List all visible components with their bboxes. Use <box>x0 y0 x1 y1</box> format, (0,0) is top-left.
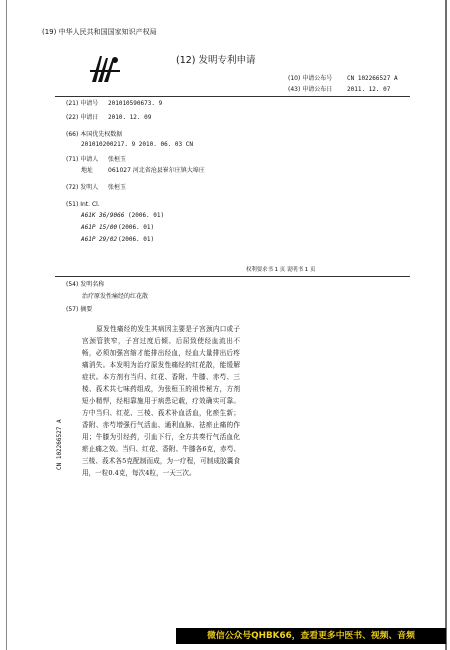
application-date-label: (22) 申请日 <box>66 114 99 121</box>
abstract-text <box>82 323 240 479</box>
ipc-code: A61K 36/9066 <box>81 212 125 219</box>
header-rule <box>55 96 410 97</box>
page-left-edge <box>6 0 7 650</box>
side-publication-code: CN 102266527 A <box>56 419 63 470</box>
publication-number: CN 102266527 A <box>347 75 398 82</box>
priority-data: 201010200217. 9 2010. 06. 03 CN <box>81 141 193 148</box>
applicant-name: 张桓玉 <box>108 156 127 163</box>
ipc-version: (2006. 01) <box>128 212 165 219</box>
publication-number-label: (10) 申请公布号 <box>288 75 333 82</box>
inventor-label: (72) 发明人 <box>66 184 99 191</box>
ipc-code: A61P 29/02 <box>81 236 118 243</box>
ipc-version: (2006. 01) <box>118 236 155 243</box>
ipc-label: (51) Int. Cl. <box>66 201 100 208</box>
issuing-office: (19) 中华人民共和国国家知识产权局 <box>42 28 157 36</box>
address-label: 地址 <box>81 167 94 174</box>
invention-title: 治疗原发性痛经的红花散 <box>82 293 149 300</box>
priority-label: (66) 本国优先权数据 <box>66 131 123 138</box>
application-date: 2010. 12. 09 <box>108 114 152 121</box>
ipc-code: A61P 15/00 <box>81 224 118 231</box>
publication-date-label: (43) 申请公布日 <box>288 86 333 93</box>
footer-banner: 微信公众号QHBK66，查看更多中医书、视频、音频 <box>176 628 446 644</box>
publication-date: 2011. 12. 07 <box>347 86 391 93</box>
abstract-body: 原发性痛经的发生其病因主要是子宫颈内口或子宫颈管狭窄，子宫过度后倾、后屈致使经血流出不畅，必须加强宫缩才能排出经血，经血大量排出后疼痛消失。本发明为治疗原发性痛经的红花散，能缓解症状。本方剂有当归、红花、香附、牛膝、赤芍、三棱、莪术共七味药组成，为张桓玉的祖传秘方，方剂短小精悍，经相靠施用于病患记载，疗效确实可靠。方中当归、红花、三棱、莪术补血活血，化瘀生新；香附、赤芍增强行气活血、通利血脉、祛瘀止痛的作用；牛膝为引经药，引血下行，全方共奏行气活血化瘀止痛之效。当归、红花、香附、牛膝各6克，赤芍、三棱、莪术各5克配制而成，为一疗程，可制成胶囊食用，一粒0.4克，每次4粒，一天三次。 <box>82 325 240 477</box>
office-logo-icon <box>88 52 122 86</box>
inventor-name: 张桓玉 <box>108 184 127 191</box>
pages-note: 权利要求书 1 页 说明书 1 页 <box>246 267 316 273</box>
title-label: (54) 发明名称 <box>66 281 105 288</box>
document-type: (12) 发明专利申请 <box>176 55 256 66</box>
page-right-edge <box>445 0 447 650</box>
application-number-label: (21) 申请号 <box>66 100 99 107</box>
ipc-version: (2006. 01) <box>118 224 155 231</box>
abstract-label: (57) 摘要 <box>66 306 93 313</box>
applicant-label: (71) 申请人 <box>66 156 99 163</box>
application-number: 201010590673. 9 <box>108 100 163 107</box>
applicant-address: 061027 河北省沧县崔尔庄镇大埠庄 <box>108 167 205 174</box>
bibliography-rule <box>55 276 410 277</box>
